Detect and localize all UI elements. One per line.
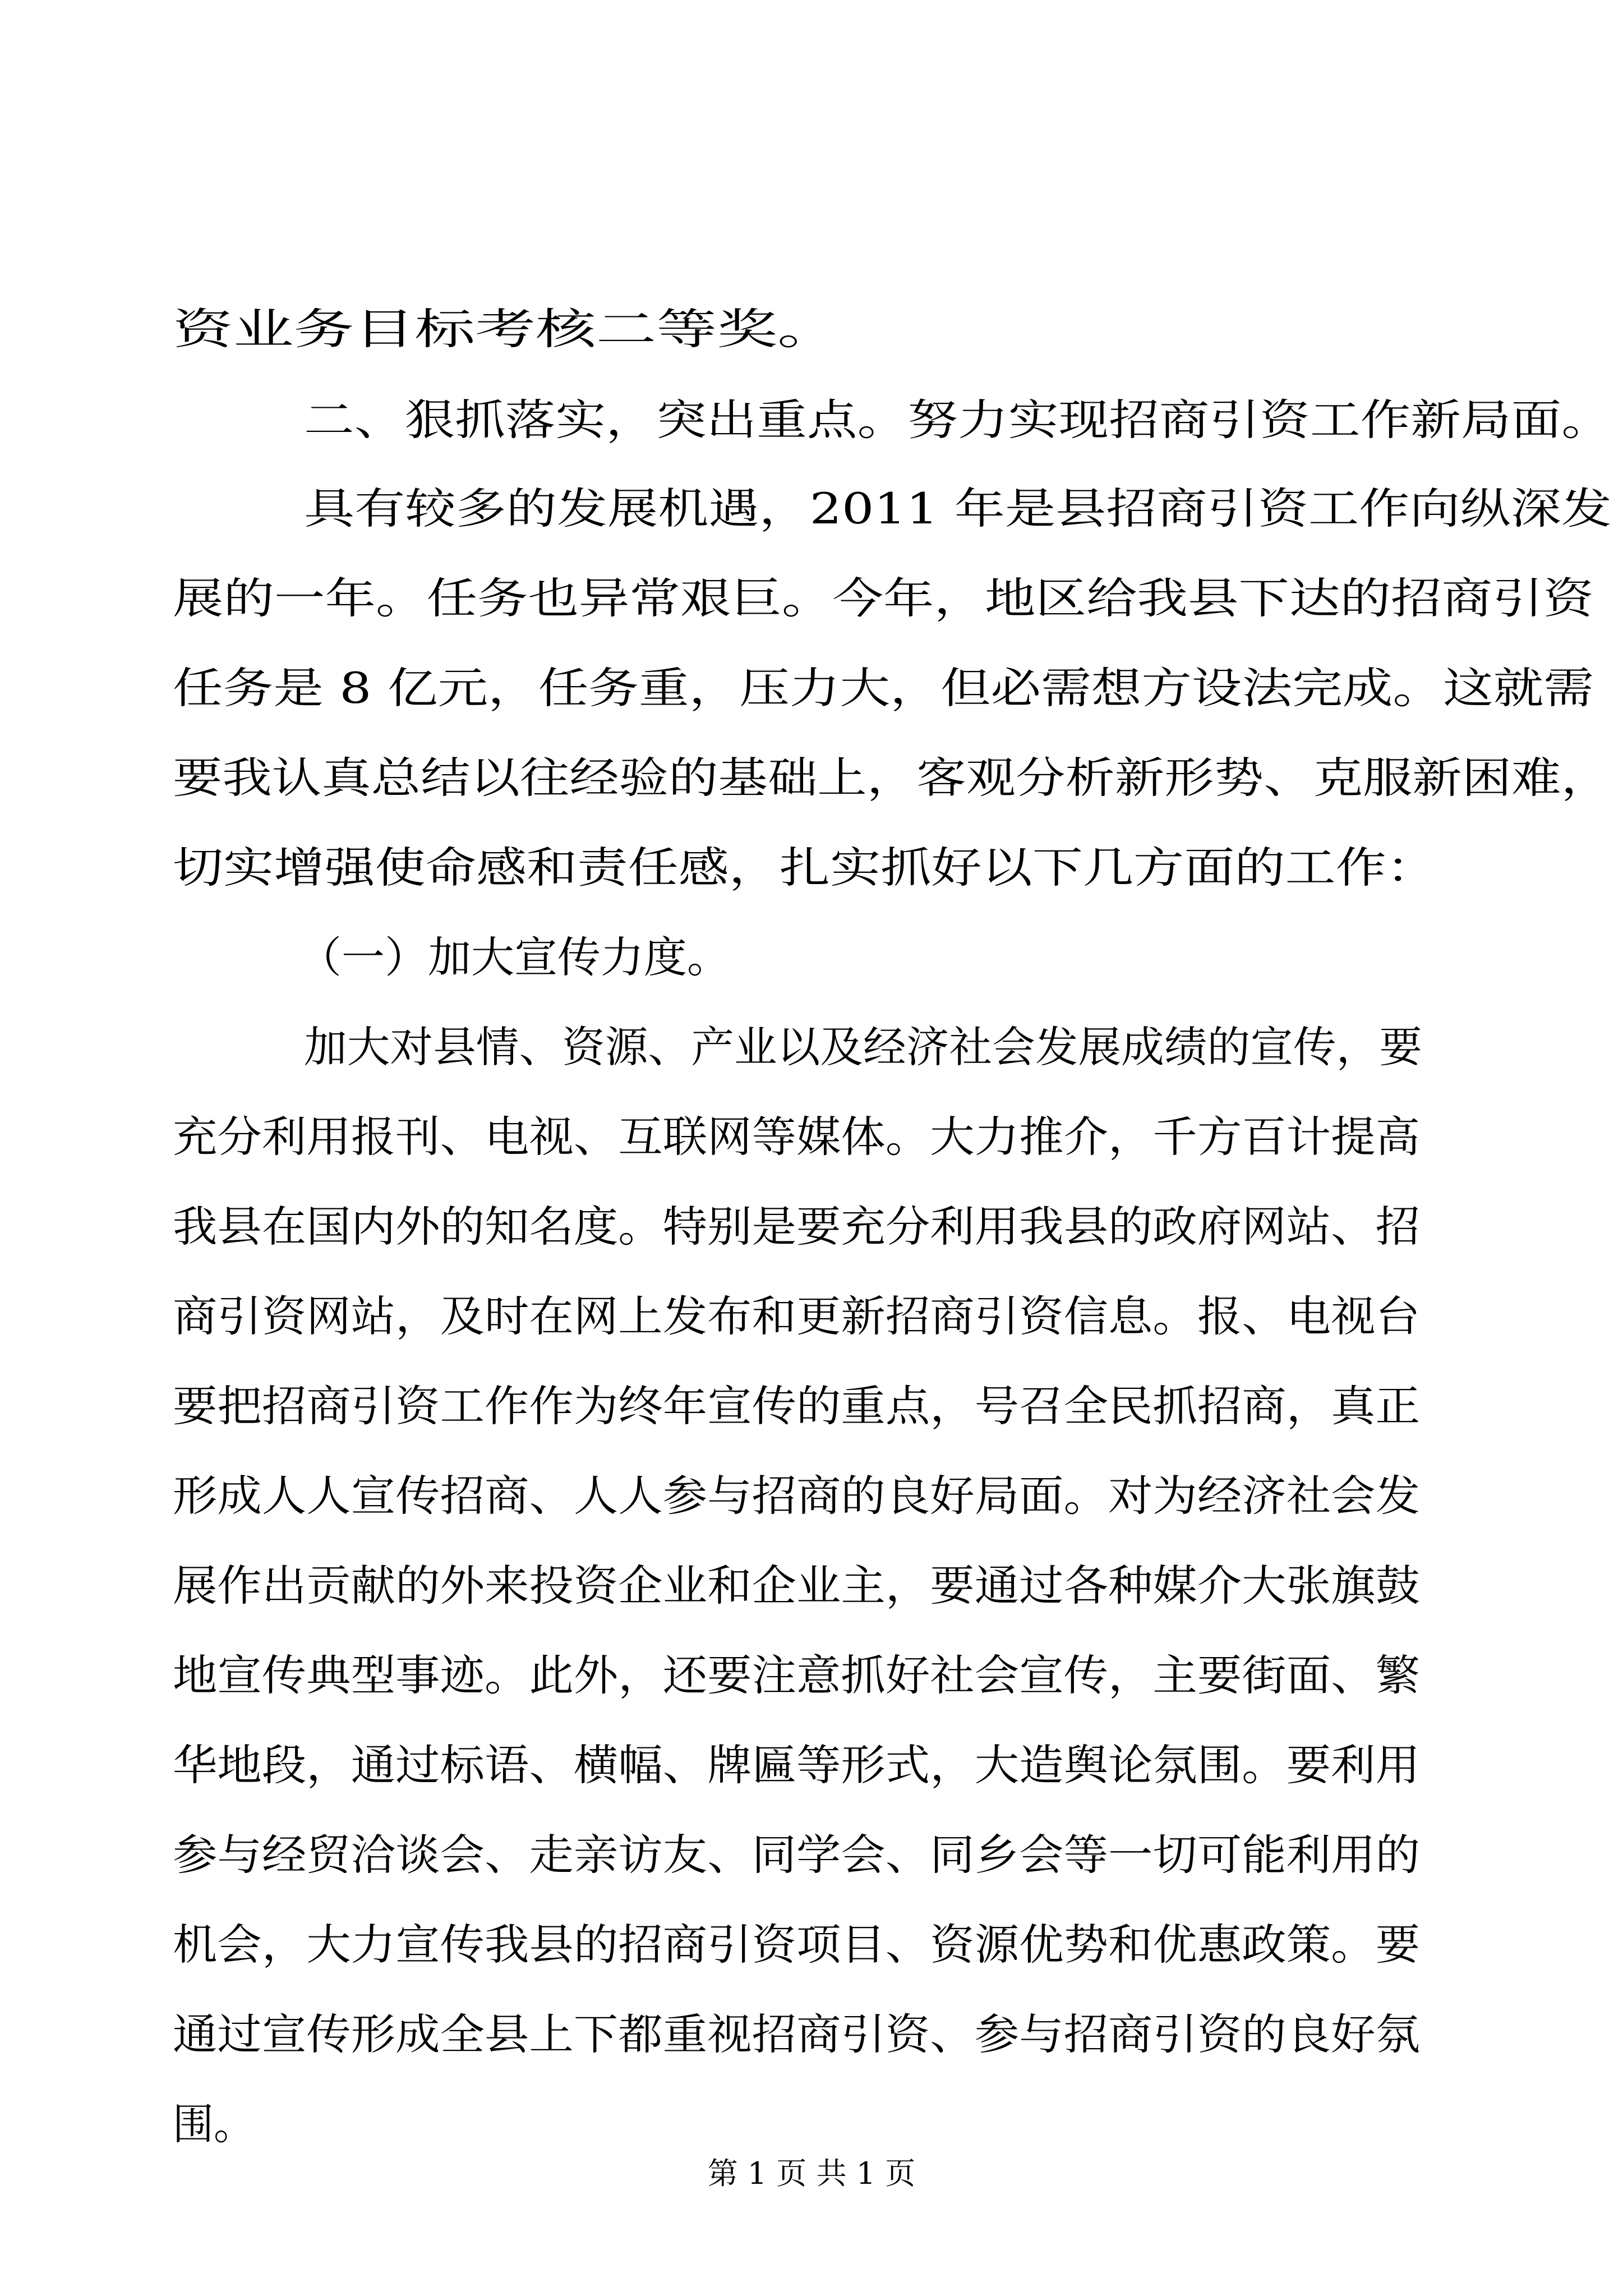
text-line-content: 参与经贸洽谈会、走亲访友、同学会、同乡会等一切可能利用的 <box>173 1830 1420 1880</box>
text-line <box>0 1286 1623 1347</box>
text-line-content: 加大对县情、资源、产业以及经济社会发展成绩的宣传，要 <box>304 1022 1422 1072</box>
text-line <box>0 1196 1623 1258</box>
text-line <box>0 1555 1623 1617</box>
text-line <box>0 837 1623 899</box>
subsection-heading-text: （一）加大宣传力度。 <box>298 932 730 982</box>
text-line-content: 通过宣传形成全县上下都重视招商引资、参与招商引资的良好氛 <box>173 2009 1420 2059</box>
text-line-content: 机会，大力宣传我县的招商引资项目、资源优势和优惠政策。要 <box>173 1920 1420 1970</box>
text-line <box>0 568 1623 629</box>
text-line <box>0 747 1623 809</box>
text-line <box>0 1375 1623 1437</box>
subsection-heading <box>0 927 1623 988</box>
page-footer <box>0 2151 1623 2196</box>
text-line-content: 要我认真总结以往经验的基础上，客观分析新形势、克服新困难， <box>173 753 1611 803</box>
text-line <box>0 1645 1623 1706</box>
text-line-content: 围。 <box>173 2099 255 2149</box>
text-line <box>0 1824 1623 1886</box>
text-line-content: 展的一年。任务也异常艰巨。今年，地区给我县下达的招商引资 <box>173 573 1594 623</box>
section-heading-text: 二、狠抓落实，突出重点。努力实现招商引资工作新局面。 <box>304 395 1612 445</box>
text-line-content: 切实增强使命感和责任感，扎实抓好以下几方面的工作： <box>173 843 1437 892</box>
text-line <box>0 1106 1623 1168</box>
section-heading <box>0 389 1623 451</box>
text-line <box>0 2004 1623 2065</box>
text-line-content: 我县在国内外的知名度。特别是要充分利用我县的政府网站、招 <box>173 1202 1420 1251</box>
text-line-content: 充分利用报刊、电视、互联网等媒体。大力推介，千方百计提高 <box>173 1112 1420 1162</box>
text-line <box>0 298 1623 360</box>
text-line <box>0 1016 1623 1078</box>
text-line-content: 华地段，通过标语、横幅、牌匾等形式，大造舆论氛围。要利用 <box>173 1740 1420 1790</box>
text-line <box>0 2093 1623 2155</box>
text-line-content: 展作出贡献的外来投资企业和企业主，要通过各种媒介大张旗鼓 <box>173 1561 1420 1611</box>
text-line <box>0 478 1623 540</box>
text-line <box>0 657 1623 719</box>
text-line <box>0 1914 1623 1976</box>
text-line-content: 资业务目标考核二等奖。 <box>173 304 838 354</box>
text-line <box>0 1734 1623 1796</box>
text-line-content: 要把招商引资工作作为终年宣传的重点，号召全民抓招商，真正 <box>173 1381 1420 1431</box>
text-line-content: 商引资网站，及时在网上发布和更新招商引资信息。报、电视台 <box>173 1291 1420 1341</box>
page-number: 第 1 页 共 1 页 <box>707 2156 916 2191</box>
text-line-content: 任务是 8 亿元，任务重，压力大，但必需想方设法完成。这就需 <box>173 663 1594 713</box>
text-line-content: 地宣传典型事迹。此外，还要注意抓好社会宣传，主要街面、繁 <box>173 1650 1420 1700</box>
text-line <box>0 1465 1623 1527</box>
text-line-content: 具有较多的发展机遇，2011 年是县招商引资工作向纵深发 <box>304 484 1612 533</box>
text-line-content: 形成人人宣传招商、人人参与招商的良好局面。对为经济社会发 <box>173 1471 1420 1521</box>
